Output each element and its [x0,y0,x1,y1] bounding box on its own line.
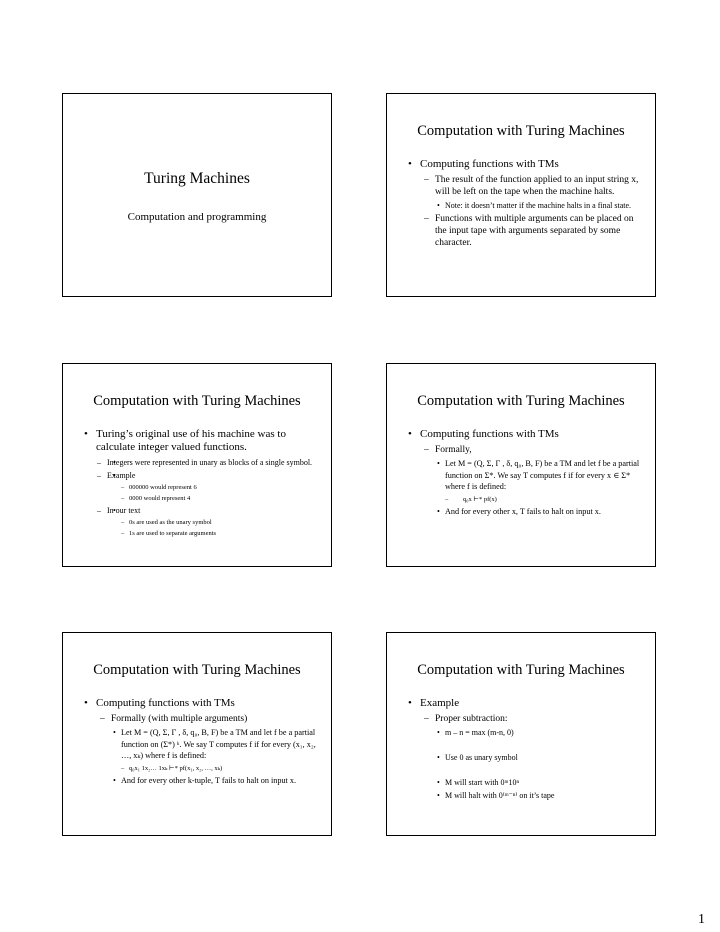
slide-title: Computation with Turing Machines [93,393,301,409]
sub-sub-bullet: – 0s are used as the unary symbol [63,518,331,527]
slide-title: Computation with Turing Machines [417,123,625,139]
slide-6 [386,632,656,836]
bullet: • Example [387,697,655,710]
slide-subtitle: Computation and programming [127,211,267,223]
slide-body [387,428,655,519]
sub-sub-bullet: • Let M = (Q, Σ, Γ , δ, q₀, B, F) be a TM and let f be a partial function on Σ*. We say T computes f if for every x ∈ Σ* where f is defined: [387,458,655,493]
sub-bullet [63,470,331,481]
slide-3 [62,363,332,567]
slide-body [387,697,655,803]
slide-body [387,158,655,251]
sub-sub-bullet: • M will start with 0ᵐ10ⁿ [387,777,655,788]
slide-5 [62,632,332,836]
sub-sub-bullet: • m – n = max (m-n, 0) [387,727,655,738]
sub-bullet: – Formally (with multiple arguments) [63,713,331,725]
sub-sub-bullet: • Let M = (Q, Σ, Γ , δ, q₀, B, F) be a TM and let f be a partial function on (Σ*) ᵏ. We say T computes f if for every (x₁, x₂, …, xₖ) where f is defined: [63,727,331,762]
sub-bullet [63,457,331,468]
slide-title: Turing Machines [144,170,250,187]
slide-body [63,697,331,788]
slide-title: Computation with Turing Machines [93,662,301,678]
sub-sub-bullet: – 1s are used to separate arguments [63,529,331,538]
dash-marker: • – [97,458,101,467]
sub-bullet: – Functions with multiple arguments can be placed on the input tape with arguments separated by some character. [387,213,655,249]
sub-sub-bullet: • And for every other k-tuple, T fails to halt on input x. [63,775,331,787]
sub-sub-bullet: • Note: it doesn’t matter if the machine halts in a final state. [387,200,655,211]
sub-sub-bullet: • M will halt with 0⁽ᵐ⁻ⁿ⁾ on it’s tape [387,790,655,801]
bullet: • Computing functions with TMs [387,158,655,171]
sub-sub-bullet: • And for every other x, T fails to halt on input x. [387,506,655,518]
bullet: • Computing functions with TMs [63,697,331,710]
sub-bullet-text: Integers were represented in unary as blocks of a single symbol. [107,458,313,467]
sub-bullet [63,505,331,516]
formula-line: – q₀x₁ 1x₂… 1xₖ ⊢* pf(x₁, x₂, …, xₖ) [63,764,331,773]
dash-marker: • – [97,471,101,480]
sub-sub-bullet: – 0000 would represent 4 [63,494,331,503]
sub-bullet-text: In our text [107,506,141,515]
sub-bullet-text: Example [107,471,136,480]
sub-bullet: – Formally, [387,444,655,456]
slide-title: Computation with Turing Machines [417,393,625,409]
slide-1 [62,93,332,297]
sub-bullet: – Proper subtraction: [387,713,655,725]
bullet: • Computing functions with TMs [387,428,655,441]
sub-bullet: – The result of the function applied to an input string x, will be left on the tape when the machine halts. [387,174,655,198]
slide-2 [386,93,656,297]
slide-title: Computation with Turing Machines [417,662,625,678]
bullet: • Turing’s original use of his machine was to calculate integer valued functions. [63,428,331,454]
page-number: 1 [698,912,705,927]
slide-4 [386,363,656,567]
slide-body [63,428,331,540]
sub-sub-bullet: • Use 0 as unary symbol [387,752,655,763]
formula-line: – q₀x ⊢* pf(x) [387,495,655,504]
sub-sub-bullet: – 000000 would represent 6 [63,483,331,492]
dash-marker: • – [97,506,101,515]
